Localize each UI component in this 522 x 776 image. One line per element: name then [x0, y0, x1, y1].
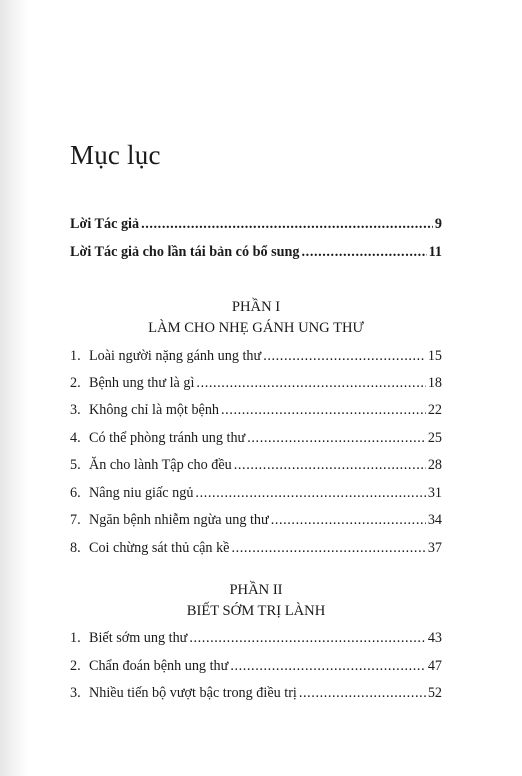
dot-leader [234, 455, 426, 475]
toc-entry-page: 25 [427, 430, 442, 446]
dot-leader [271, 510, 426, 530]
toc-entry[interactable] [70, 346, 442, 366]
toc-entry-page: 34 [427, 512, 442, 528]
toc-entry-page: 15 [427, 348, 442, 364]
part-1-subtitle: LÀM CHO NHẸ GÁNH UNG THƯ [148, 320, 364, 336]
toc-entry[interactable] [70, 656, 442, 676]
toc-entry[interactable] [70, 683, 442, 703]
toc-entry-page: 9 [434, 216, 442, 232]
toc-entry-page: 52 [427, 685, 442, 701]
toc-entry-label: Nâng niu giấc ngủ [89, 485, 194, 501]
dot-leader [247, 428, 426, 448]
toc-entry[interactable] [70, 510, 442, 530]
dot-leader [299, 683, 426, 703]
dot-leader [302, 242, 427, 262]
dot-leader [196, 373, 425, 393]
toc-entry-number: 4. [70, 430, 81, 446]
toc-entry-page: 47 [427, 658, 442, 674]
toc-entry-label: Lời Tác giả cho lần tái bản có bổ sung [70, 244, 300, 260]
toc-entry-number: 1. [70, 630, 81, 646]
toc-entry-number: 8. [70, 540, 81, 556]
dot-leader [195, 483, 425, 503]
toc-entry[interactable] [70, 538, 442, 558]
toc-entry-label: Coi chừng sát thủ cận kề [89, 540, 230, 556]
toc-entry[interactable] [70, 428, 442, 448]
toc-entry[interactable] [70, 373, 442, 393]
toc-entry-page: 22 [427, 402, 442, 418]
toc-entry-page: 11 [428, 244, 442, 260]
toc-entry-number: 7. [70, 512, 81, 528]
toc-entry-label: Có thể phòng tránh ung thư [89, 430, 246, 446]
dot-leader [231, 538, 425, 558]
dot-leader [141, 214, 433, 234]
toc-entry-page: 28 [427, 457, 442, 473]
toc-entry-number: 2. [70, 658, 81, 674]
toc-entry[interactable] [70, 400, 442, 420]
toc-entry-label: Chẩn đoán bệnh ung thư [89, 658, 229, 674]
toc-entry-label: Lời Tác giả [70, 216, 140, 232]
book-gutter-shadow [0, 0, 28, 776]
toc-entry-number: 6. [70, 485, 81, 501]
part-1-heading: PHẦN I [231, 299, 281, 315]
toc-entry-author-preface[interactable] [70, 214, 442, 234]
toc-entry[interactable] [70, 483, 442, 503]
dot-leader [189, 628, 425, 648]
toc-entry[interactable] [70, 455, 442, 475]
toc-entry-reprint-preface[interactable] [70, 242, 442, 262]
toc-entry-number: 3. [70, 402, 81, 418]
toc-entry-label: Ăn cho lành Tập cho đều [89, 457, 232, 473]
toc-entry-number: 5. [70, 457, 81, 473]
dot-leader [221, 400, 426, 420]
toc-entry-page: 18 [427, 375, 442, 391]
toc-entry-page: 37 [427, 540, 442, 556]
toc-entry[interactable] [70, 628, 442, 648]
toc-entry-number: 2. [70, 375, 81, 391]
page-title: Mục lục [70, 140, 161, 170]
toc-entry-label: Không chỉ là một bệnh [89, 402, 220, 418]
toc-entry-label: Biết sớm ung thư [89, 630, 188, 646]
toc-entry-number: 1. [70, 348, 81, 364]
toc-entry-page: 31 [427, 485, 442, 501]
part-2-heading: PHẦN II [229, 582, 283, 598]
part-2-subtitle: BIẾT SỚM TRỊ LÀNH [186, 603, 326, 619]
toc-entry-number: 3. [70, 685, 81, 701]
toc-entry-page: 43 [427, 630, 442, 646]
dot-leader [230, 656, 426, 676]
dot-leader [263, 346, 426, 366]
toc-entry-label: Bệnh ung thư là gì [89, 375, 195, 391]
toc-entry-label: Ngăn bệnh nhiễm ngừa ung thư [89, 512, 269, 528]
toc-entry-label: Nhiều tiến bộ vượt bậc trong điều trị [89, 685, 297, 701]
toc-entry-label: Loài người nặng gánh ung thư [89, 348, 262, 364]
